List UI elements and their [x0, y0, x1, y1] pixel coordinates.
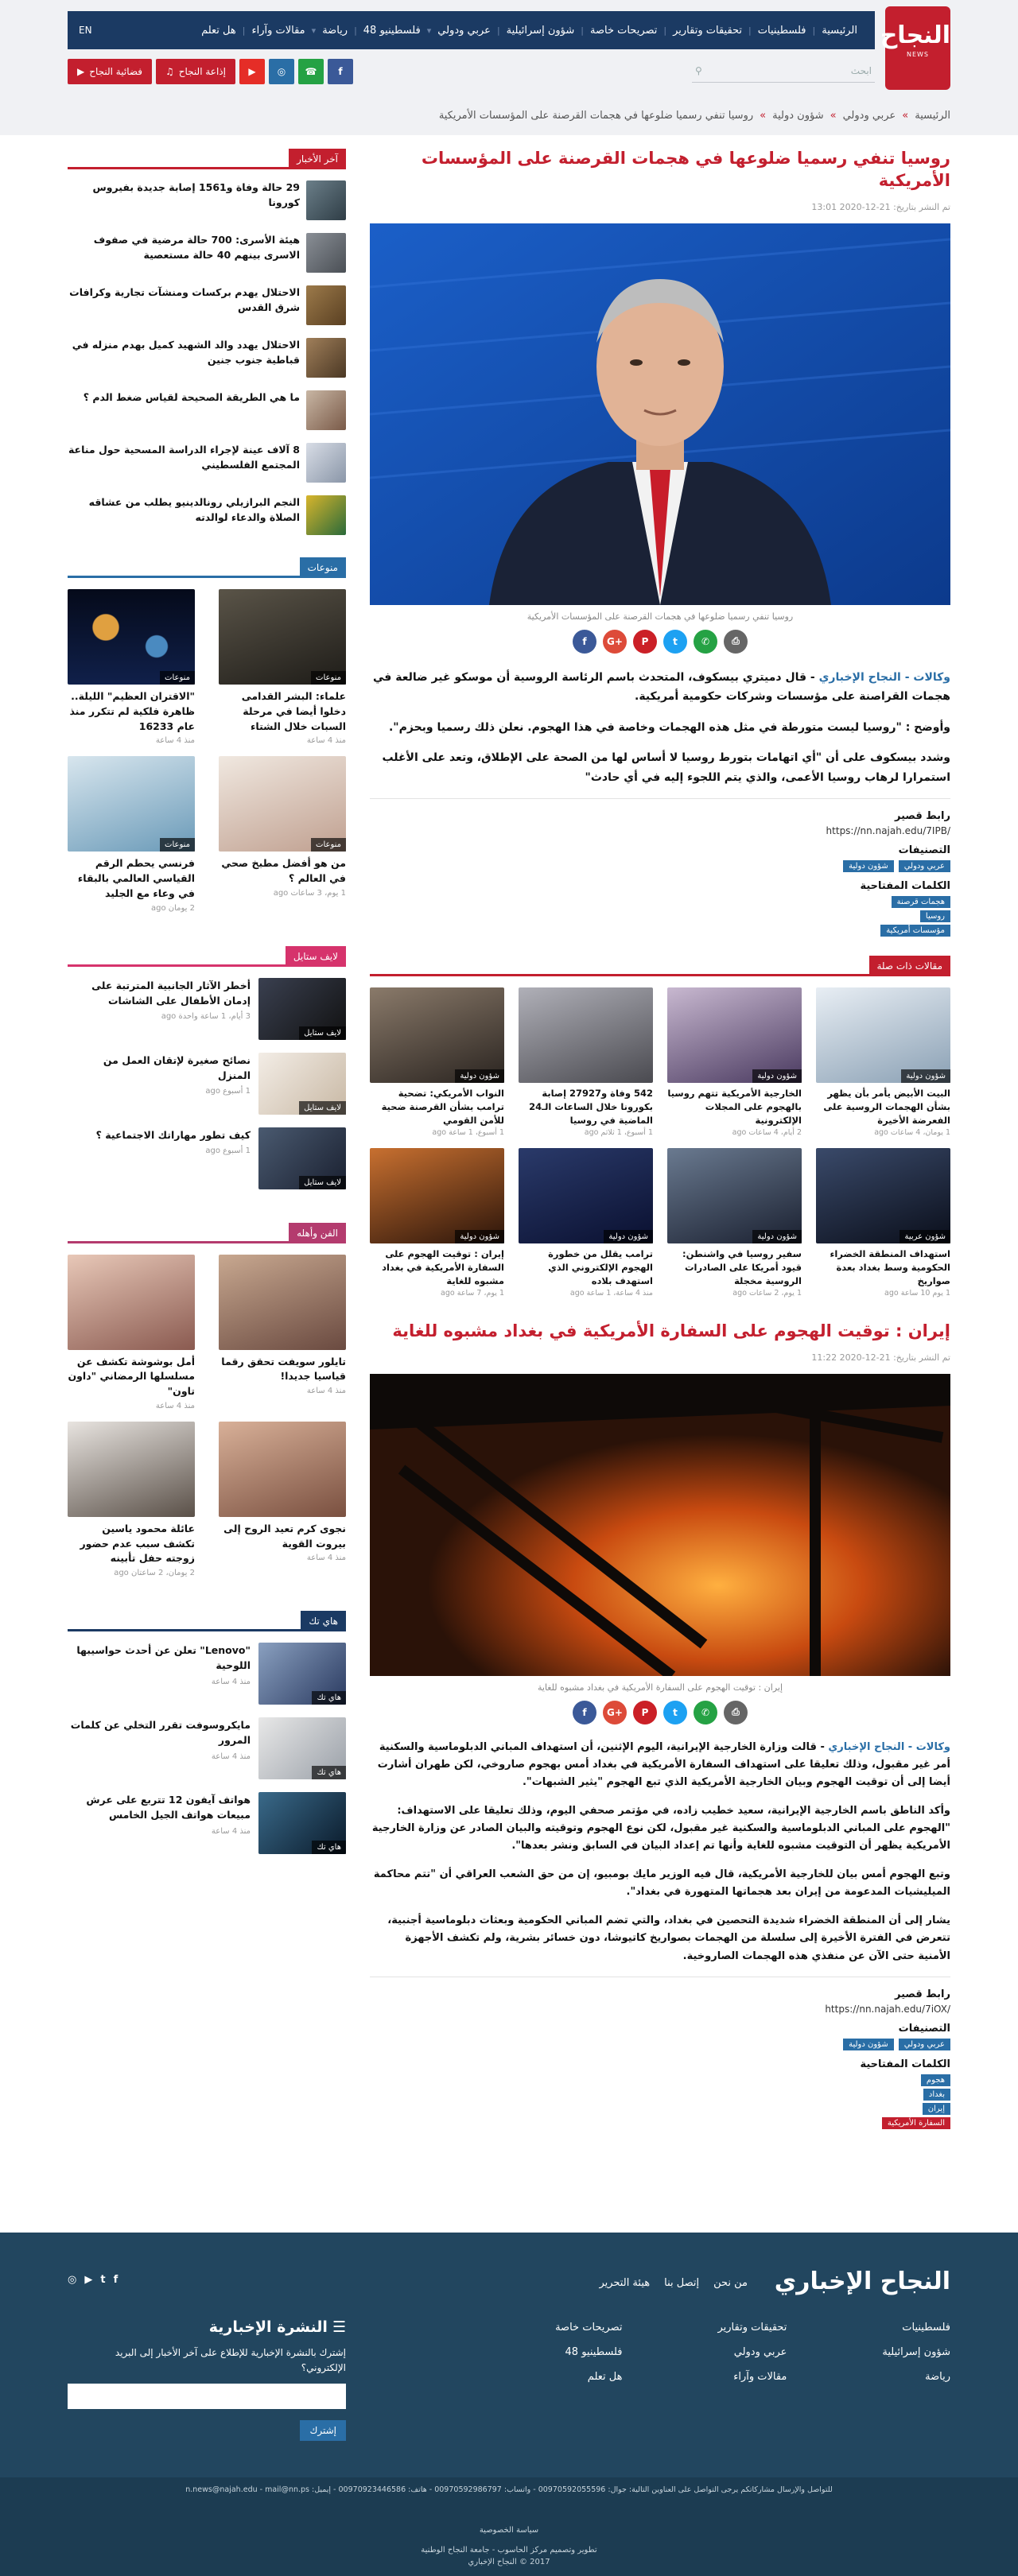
footer-cat-link[interactable]: فلسطينيو 48 [565, 2346, 623, 2358]
breadcrumb-current: روسيا تنفي رسميا ضلوعها في هجمات القرصنة على المؤسسات الأمريكية [438, 110, 754, 122]
music-icon: ♫ [165, 66, 174, 77]
keyword-tag[interactable]: روسيا [920, 910, 950, 922]
article-paragraph: وأوضح : "روسيا ليست متورطة في مثل هذه الهجمات وخاصة في هذا الهجوم. نعلن ذلك رسميا وبحزم". [388, 720, 950, 734]
misc-grid [68, 589, 346, 913]
list-item[interactable]: هاي تك "Lenovo" تعلن عن أحدث حواسيبها اللوحية منذ 4 ساعة [68, 1643, 346, 1705]
breadcrumb-international[interactable]: شؤون دولية [772, 110, 824, 122]
related-grid [370, 987, 950, 1298]
share-twitter-icon[interactable]: t [663, 630, 687, 654]
misc-card[interactable]: منوعات فرنسي يحطم الرقم القياسي العالمي بالبقاء في وعاء مع الجليد 2 يومان ago [68, 756, 195, 912]
art-header: الفن وأهله [68, 1221, 346, 1243]
share-pinterest-icon[interactable]: P [633, 630, 657, 654]
article-image [370, 223, 950, 605]
keywords [370, 2074, 950, 2129]
youtube-icon[interactable]: ▶ [84, 2274, 93, 2286]
footer-cat-link[interactable]: رياضة [925, 2371, 950, 2383]
tech-header: هاي تك [68, 1609, 346, 1631]
keywords-label: الكلمات المفتاحية [860, 880, 950, 893]
footer-link-editorial[interactable]: هيئة التحرير [599, 2277, 651, 2289]
categories [370, 2039, 950, 2050]
footer-cat-link[interactable]: فلسطينيات [902, 2322, 950, 2334]
misc-card[interactable]: منوعات من هو أفضل مطبخ صحي في العالم ؟ 1 يوم، 3 ساعات ago [219, 756, 346, 912]
facebook-icon[interactable]: f [113, 2274, 119, 2286]
footer-categories [555, 2322, 950, 2383]
header [0, 0, 1018, 135]
footer-links [599, 2277, 748, 2289]
footer-link-about[interactable]: من نحن [713, 2277, 748, 2289]
share-facebook-icon[interactable]: f [573, 1701, 596, 1724]
share-facebook-icon[interactable]: f [573, 630, 596, 654]
peskov-photo [370, 223, 950, 605]
article2-source[interactable]: وكالات - النجاح الإخباري [828, 1740, 950, 1753]
radio-button[interactable]: ♫ إذاعة النجاح [156, 59, 235, 84]
subscribe-button[interactable]: إشترك [300, 2420, 346, 2441]
misc-card[interactable]: منوعات "الاقتران العظيم" الليلة.. ظاهرة فلكية لم تتكرر منذ عام 16233 منذ 4 ساعة [68, 589, 195, 745]
article-body: وكالات - النجاح الإخباري - قال دميتري بيسكوف، المتحدث باسم الرئاسة الروسية أن موسكو غير ضالعة في هجمات القراصنة على مؤسسات وشركات حكومية أمريكية. وأوضح : "روسيا ليست متورطة في مثل هذه الهجمات وخاصة في هذا الهجوم. نعلن ذلك رسميا وبحزم". وشدد بيسكوف على أن "أي اتهامات بتورط روسيا لا أساس لها من الصحة على الإطلاق، وتعد على الأغلب استمرارا لرهاب روسيا الأعمى، والذي يتم اللجوء إليه في أي حادث" [370, 668, 950, 788]
fire-photo [370, 1374, 950, 1676]
misc-card[interactable]: منوعات علماء: البشر القدامى دخلوا أيضا في مرحلة السبات خلال الشتاء منذ 4 ساعة [219, 589, 346, 745]
nav-item-opinion[interactable]: مقالات وآراء [251, 24, 305, 37]
image2-caption: إيران : توقيت الهجوم على السفارة الأمريكية في بغداد مشبوه للغاية [537, 1682, 783, 1693]
footer-link-contact[interactable]: إتصل بنا [664, 2277, 700, 2289]
short-link-label: رابط قصير [895, 1988, 950, 2000]
article-paragraph: وتبع الهجوم أمس بيان للخارجية الأمريكية، قال فيه الوزير مايك بومبيو، إن من حق الشعب العراقي أن "تتم محاكمة الميليشيات المدعومة من إيران بعد هجماتها المتهورة في بغداد". [373, 1868, 950, 1899]
whatsapp-icon[interactable]: ☎ [298, 59, 324, 84]
category-tag[interactable]: شؤون دولية [843, 2039, 894, 2050]
related-card[interactable]: شؤون دولية ترامب يقلل من خطورة الهجوم الإلكتروني الذي استهدف بلاده منذ 4 ساعة، 1 ساعة ago [519, 1148, 653, 1298]
article-paragraph: وشدد بيسكوف على أن "أي اتهامات بتورط روسيا لا أساس لها من الصحة على الإطلاق، وتعد على الأغلب استمرارا لرهاب روسيا الأعمى، والذي يتم اللجوء إليه في أي حادث" [382, 751, 950, 784]
related-header: مقالات ذات صلة [370, 954, 950, 976]
youtube-icon[interactable]: ▶ [239, 59, 265, 84]
facebook-icon[interactable]: f [328, 59, 353, 84]
newsletter-email-input[interactable] [68, 2384, 346, 2409]
footer-logo[interactable]: النجاح الإخباري [774, 2268, 950, 2295]
nav-item-arab-world[interactable]: عربي ودولي [437, 24, 491, 37]
sidebar [68, 147, 346, 1867]
share-google-icon[interactable]: G+ [603, 1701, 627, 1724]
list-item[interactable]: لايف ستايل نصائح صغيرة لإتقان العمل من المنزل 1 أسبوع ago [68, 1053, 346, 1115]
art-card[interactable]: أمل بوشوشة تكشف عن مسلسلها الرمضاني "داون تاون" منذ 4 ساعة [68, 1255, 195, 1410]
art-grid [68, 1255, 346, 1578]
article-source[interactable]: وكالات - النجاح الإخباري [818, 670, 950, 684]
related-card[interactable]: شؤون دولية الخارجية الأمريكية تتهم روسيا بالهجوم على المجلات الإلكترونية 2 أيام، 4 ساعات ago [667, 987, 802, 1137]
article-paragraph: وأكد الناطق باسم الخارجية الإيرانية، سعيد خطيب زاده، في مؤتمر صحفي اليوم، وذلك تعليقا على الاستهداف: "الهجوم على المباني الدبلوماسية والسكنية غير مقبول، لكن نوع الهجوم وتوقيته والبيان الصادر عن وزارة الخارجية الأمريكية يظهر أن التوقيت مشبوه للغاية وأنها تم إعداد البيان في السابق ونشر بعدها". [371, 1804, 950, 1852]
footer-cat-link[interactable]: تصريحات خاصة [555, 2322, 623, 2334]
breadcrumb-home[interactable]: الرئيسية [915, 110, 950, 122]
categories-label: التصنيفات [898, 844, 950, 857]
footer-cat-link[interactable]: عربي ودولي [733, 2346, 787, 2358]
misc-header: منوعات [68, 556, 346, 578]
list-item[interactable]: النجم البرازيلي رونالدينيو يطلب من عشاقه الصلاة والدعاء لوالدته [68, 495, 346, 537]
main-content [370, 147, 950, 2129]
site-logo[interactable]: النجاح NEWS [885, 6, 950, 90]
footer-cat-link[interactable]: مقالات وآراء [733, 2371, 787, 2383]
list-item[interactable]: هاي تك مايكروسوفت تقرر التخلي عن كلمات المرور منذ 4 ساعة [68, 1717, 346, 1779]
play-icon: ▶ [77, 66, 85, 77]
keywords [370, 896, 950, 937]
article2-date: تم النشر بتاريخ: 21-12-2020 11:22 [811, 1352, 950, 1363]
nav-item-sport[interactable]: رياضة [322, 24, 348, 37]
share-twitter-icon[interactable]: t [663, 1701, 687, 1724]
search-icon[interactable]: ⚲ [695, 64, 702, 76]
footer-cat-link[interactable]: شؤون إسرائيلية [882, 2346, 950, 2358]
share-whatsapp-icon[interactable]: ✆ [694, 630, 717, 654]
category-tag[interactable]: عربي ودولي [899, 860, 950, 872]
instagram-icon[interactable]: ◎ [68, 2274, 77, 2286]
newsletter-title: ☰ النشرة الإخبارية [208, 2318, 346, 2336]
breadcrumb-arab-world[interactable]: عربي ودولي [842, 110, 896, 122]
article-title: روسيا تنفي رسميا ضلوعها في هجمات القرصنة على المؤسسات الأمريكية [421, 149, 950, 191]
art-card[interactable]: نجوى كرم تعيد الروح إلى بيروت القوية منذ 4 ساعة [219, 1422, 346, 1577]
list-item[interactable]: ما هي الطريقة الصحيحة لقياس ضغط الدم ؟ [68, 390, 346, 432]
privacy-link[interactable]: سياسة الخصوصية [479, 2526, 539, 2535]
art-card[interactable]: عائلة محمود ياسين تكشف سبب عدم حضور زوجته حفل تأبينه 2 يومان، 2 ساعتان ago [68, 1422, 195, 1577]
language-switch[interactable]: EN [79, 25, 92, 36]
short-link[interactable]: https://nn.najah.edu/7IPB/ [826, 825, 950, 837]
list-item[interactable]: 29 حالة وفاة و1561 إصابة جديدة بفيروس كورونا [68, 180, 346, 222]
share-bar [370, 1701, 950, 1724]
nav-item-palestine[interactable]: فلسطينيات [757, 24, 806, 37]
short-link[interactable]: https://nn.najah.edu/7iOX/ [825, 2003, 950, 2015]
nav-item-israel[interactable]: شؤون إسرائيلية [506, 24, 575, 37]
keyword-tag[interactable]: هجمات قرصنة [892, 896, 950, 908]
keyword-tag[interactable]: هجوم [921, 2074, 950, 2086]
search-box[interactable] [692, 59, 875, 83]
instagram-icon[interactable]: ◎ [269, 59, 294, 84]
keyword-tag[interactable]: إيران [923, 2103, 950, 2115]
latest-list [68, 180, 346, 537]
list-item[interactable]: 8 آلاف عينة لإجراء الدراسة المسحية حول مناعة المجتمع الفلسطيني [68, 443, 346, 484]
related-card[interactable]: 542 وفاة و27927 إصابة بكورونا خلال الساعات الـ24 الماضية في روسيا 1 أسبوع، 1 ثلاثم ago [519, 987, 653, 1137]
category-tag[interactable]: شؤون دولية [843, 860, 894, 872]
keywords-label: الكلمات المفتاحية [860, 2058, 950, 2070]
contact-info: للتواصل والإرسال مشاركاتكم يرجى التواصل على العناوين التالية: جوال: 00970592055596 - واتساب: 00970592986797 - هاتف: 00970923446586 - إيميل: n.news@najah.edu - mail@nn.ps [185, 2485, 833, 2494]
print-icon[interactable]: ⎙ [724, 1701, 748, 1724]
keyword-tag[interactable]: مؤسسات أمريكية [880, 925, 950, 937]
list-item[interactable]: الاحتلال يهدد والد الشهيد كميل بهدم منزله في قباطية جنوب جنين [68, 338, 346, 379]
print-icon[interactable]: ⎙ [724, 630, 748, 654]
list-item[interactable]: هاي تك هواتف آيفون 12 تتربع على عرش مبيعات هواتف الجيل الخامس منذ 4 ساعة [68, 1792, 346, 1854]
footer-socials [68, 2274, 118, 2286]
share-whatsapp-icon[interactable]: ✆ [694, 1701, 717, 1724]
share-pinterest-icon[interactable]: P [633, 1701, 657, 1724]
share-bar [370, 630, 950, 654]
newsletter [68, 2318, 346, 2441]
developer-credit: تطوير وتصميم مركز الحاسوب - جامعة النجاح الوطنية [421, 2546, 597, 2555]
keyword-tag[interactable]: السفارة الأمريكية [882, 2117, 950, 2129]
header-socials [68, 59, 353, 84]
lifestyle-header: لايف ستايل [68, 945, 346, 967]
art-card[interactable]: تايلور سويفت تحقق رقما قياسيا جديدا! منذ 4 ساعة [219, 1255, 346, 1410]
nav-item-48[interactable]: فلسطينيو 48 [363, 24, 421, 37]
divider [370, 798, 950, 799]
image-caption: روسيا تنفي رسميا ضلوعها في هجمات القرصنة على المؤسسات الأمريكية [526, 611, 794, 622]
search-input[interactable]: ابحث [850, 64, 872, 76]
newsletter-text: إشترك بالنشرة الإخبارية للإطلاع على آخر الأخبار إلى البريد الإلكتروني؟ [115, 2347, 346, 2374]
category-tag[interactable]: عربي ودولي [899, 2039, 950, 2050]
share-google-icon[interactable]: G+ [603, 630, 627, 654]
twitter-icon[interactable]: t [100, 2274, 106, 2286]
main-nav: الرئيسية | فلسطينيات | تحقيقات وتقارير | تصريحات خاصة | شؤون إسرائيلية | عربي ودولي ▾ فلسطينيو 48 | رياضة ▾ مقالات وآراء | هل تعلم EN [68, 11, 875, 49]
footer-bottom [0, 2477, 1018, 2576]
categories-label: التصنيفات [898, 2022, 950, 2035]
breadcrumb: الرئيسية » عربي ودولي » شؤون دولية » روسيا تنفي رسميا ضلوعها في هجمات القرصنة على المؤسسات الأمريكية [438, 110, 950, 122]
related-card[interactable]: شؤون عربية استهداف المنطقة الخضراء الحكومية وسط بغداد بعدة صواريخ 1 يوم 10 ساعة ago [816, 1148, 950, 1298]
related-card[interactable]: شؤون دولية سفير روسيا في واشنطن: قيود أمريكا على الصادرات الروسية مخجلة 1 يوم، 2 ساعات ago [667, 1148, 802, 1298]
latest-header: آخر الأخبار [68, 147, 346, 169]
tv-button[interactable]: ▶ فضائية النجاح [68, 59, 152, 84]
article-paragraph: يشار إلى أن المنطقة الخضراء شديدة التحصين في بغداد، والتي تضم المباني الحكومية وبعثات دبلوماسية أجنبية، تتعرض في الفترة الأخيرة إلى سلسلة من الهجمات بصواريخ كاتيوشا، دون خسائر بشرية، ولم تكشف الأجهزة الأمنية حتى الآن عن منفذي هذه الهجمات الصاروخية. [387, 1915, 950, 1962]
footer [0, 2233, 1018, 2576]
list-item[interactable]: الاحتلال يهدم بركسات ومنشآت تجارية وكرافات شرق القدس [68, 285, 346, 327]
nav-item-home[interactable]: الرئيسية [822, 24, 857, 37]
nav-item-statements[interactable]: تصريحات خاصة [589, 24, 658, 37]
related-card[interactable]: شؤون دولية النواب الأمريكي: تضحية ترامب بشأن القرصنة ضحية للأمن القومي 1 أسبوع، 1 ساعة ago [370, 987, 504, 1137]
list-item[interactable]: لايف ستايل أخطر الآثار الجانبية المترتبة على إدمان الأطفال على الشاشات 3 أيام، 1 ساعة واحدة ago [68, 978, 346, 1040]
article2-title[interactable]: إيران : توقيت الهجوم على السفارة الأمريكية في بغداد مشبوه للغاية [392, 1321, 950, 1341]
list-icon: ☰ [332, 2318, 346, 2336]
nav-item-did-you-know[interactable]: هل تعلم [201, 24, 236, 37]
categories [370, 860, 950, 872]
copyright: 2017 © النجاح الإخباري [468, 2558, 550, 2566]
keyword-tag[interactable]: بغداد [923, 2089, 950, 2101]
related-card[interactable]: شؤون دولية إيران : توقيت الهجوم على السفارة الأمريكية في بغداد مشبوه للغاية 1 يوم، 7 ساعة ago [370, 1148, 504, 1298]
short-link-label: رابط قصير [895, 810, 950, 823]
footer-cat-link[interactable]: تحقيقات وتقارير [717, 2322, 787, 2334]
article2-image [370, 1374, 950, 1676]
footer-cat-link[interactable]: هل تعلم [587, 2371, 623, 2383]
lifestyle-list [68, 978, 346, 1189]
tech-list [68, 1643, 346, 1854]
article2-body: وكالات - النجاح الإخباري - قالت وزارة الخارجية الإيرانية، اليوم الإثنين، أن استهداف المباني الدبلوماسية والسكنية أمر غير مقبول، وذلك تعليقا على استهداف السفارة الأمريكية في بغداد أمس بهجوم صاروخي، لكن طهران أشارت أيضا إلى أن توقيت الهجوم وبيان الخارجية الأمريكية الذي تبع الهجوم "يثير الشبهات". وأكد الناطق باسم الخارجية الإيرانية، سعيد خطيب زاده، في مؤتمر صحفي اليوم، وذلك تعليقا على الاستهداف: "الهجوم على المباني الدبلوماسية والسكنية غير مقبول، لكن نوع الهجوم وتوقيته والبيان الصادر عن وزارة الخارجية الأمريكية يظهر أن التوقيت مشبوه للغاية وأنها تم إعداد البيان في السابق ونشر بعدها". وتبع الهجوم أمس بيان للخارجية الأمريكية، قال فيه الوزير مايك بومبيو، إن من حق الشعب العراقي أن "تتم محاكمة الميليشيات المدعومة من إيران بعد هجماتها المتهورة في بغداد". يشار إلى أن المنطقة الخضراء شديدة التحصين في بغداد، والتي تضم المباني الحكومية وبعثات دبلوماسية أجنبية، تتعرض في الفترة الأخيرة إلى سلسلة من الهجمات بصواريخ كاتيوشا، دون خسائر بشرية، ولم تكشف الأجهزة الأمنية حتى الآن عن منفذي هذه الهجمات الصاروخية. [370, 1739, 950, 1965]
list-item[interactable]: لايف ستايل كيف تطور مهاراتك الاجتماعية ؟ 1 أسبوع ago [68, 1127, 346, 1189]
list-item[interactable]: هيئة الأسرى: 700 حالة مرضية في صفوف الاسرى بينهم 40 حالة مستعصية [68, 233, 346, 274]
related-card[interactable]: شؤون دولية البيت الأبيض يأمر بأن يظهر بشأن الهجمات الروسية على الفعرضة الأخيرة 1 يومان، 4 ساعات ago [816, 987, 950, 1137]
nav-item-reports[interactable]: تحقيقات وتقارير [673, 24, 743, 37]
article-date: تم النشر بتاريخ: 21-12-2020 13:01 [811, 201, 950, 212]
